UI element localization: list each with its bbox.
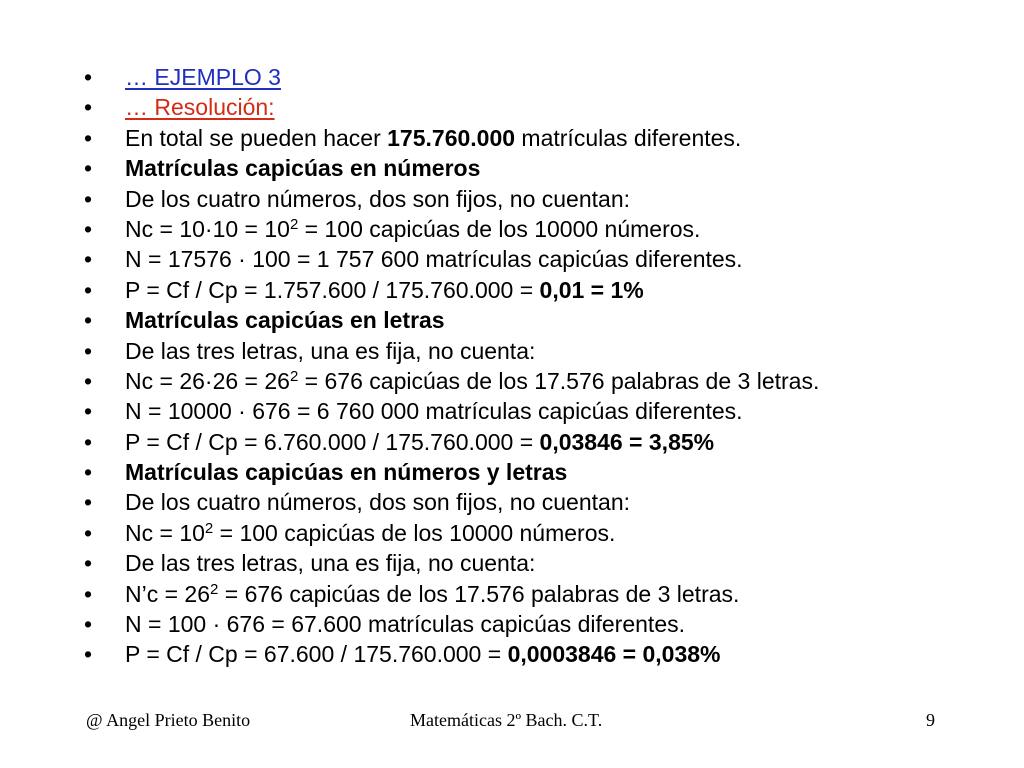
text-segment: matrículas diferentes.: [515, 124, 742, 151]
text-segment: P = Cf / Cp = 67.600 / 175.760.000 =: [125, 641, 508, 668]
text-segment: P = Cf / Cp = 6.760.000 / 175.760.000 =: [125, 428, 540, 455]
bullet-dot-icon: •: [84, 155, 93, 182]
bullet-dot-icon: •: [84, 550, 93, 577]
bullet-text: [125, 366, 819, 396]
bullet-dot-icon: •: [84, 94, 93, 121]
bullet-text: [125, 518, 615, 548]
bullet-dot-icon: •: [84, 611, 93, 638]
text-segment: De las tres letras, una es fija, no cuenta:: [125, 550, 536, 577]
text-segment: 175.760.000: [387, 124, 516, 151]
text-segment: P = Cf / Cp = 1.757.600 / 175.760.000 =: [125, 276, 540, 303]
text-segment: = 676 capicúas de los 17.576 palabras de 3 letras.: [218, 580, 740, 607]
bullet-text: [125, 396, 743, 426]
bullet-dot-icon: •: [84, 276, 93, 303]
text-segment: = 676 capicúas de los 17.576 palabras de 3 letras.: [298, 367, 820, 394]
text-segment: 0,0003846 = 0,038%: [507, 641, 721, 668]
text-segment: Nc = 26·26 = 26: [125, 367, 290, 394]
text-segment: 0,01 = 1%: [539, 276, 644, 303]
bullet-dot-icon: •: [84, 489, 93, 516]
bullet-text: [125, 609, 685, 639]
superscript: 2: [289, 368, 299, 386]
text-segment: Matrículas capicúas en letras: [125, 307, 445, 334]
bullet-text: [125, 275, 644, 305]
bullet-dot-icon: •: [84, 580, 93, 607]
superscript: 2: [210, 580, 219, 598]
text-segment: N = 100 · 676 = 67.600 matrículas capicúas diferentes.: [125, 611, 685, 638]
bullet-text: [125, 244, 743, 274]
bullet-dot-icon: •: [84, 215, 93, 242]
bullet-dot-icon: •: [84, 337, 93, 364]
text-segment: = 100 capicúas de los 10000 números.: [213, 519, 616, 546]
text-segment: … EJEMPLO 3: [125, 64, 281, 90]
bullet-text: [125, 487, 630, 517]
bullet-text: [125, 457, 567, 487]
bullet-text: [125, 548, 535, 578]
bullet-dot-icon: •: [84, 367, 93, 394]
text-segment: N = 10000 · 676 = 6 760 000 matrículas capicúas diferentes.: [125, 398, 743, 425]
footer-course: Matemáticas 2º Bach. C.T.: [410, 710, 603, 730]
bullet-text: [125, 184, 630, 214]
bullet-dot-icon: •: [84, 64, 93, 90]
text-segment: De los cuatro números, dos son fijos, no cuentan:: [125, 185, 631, 212]
footer-page-number: 9: [926, 710, 935, 730]
bullet-text: [125, 639, 721, 669]
text-segment: Matrículas capicúas en números: [125, 155, 481, 182]
bullet-text: [125, 214, 700, 244]
text-segment: En total se pueden hacer: [125, 124, 388, 151]
bullet-dot-icon: •: [84, 246, 93, 273]
bullet-dot-icon: •: [84, 459, 93, 486]
bullet-text: [125, 62, 281, 92]
text-segment: 0,03846 = 3,85%: [539, 428, 715, 455]
footer-author: @ Angel Prieto Benito: [86, 710, 251, 730]
text-segment: N = 17576 · 100 = 1 757 600 matrículas capicúas diferentes.: [125, 246, 743, 273]
bullet-text: [125, 92, 275, 122]
bullet-dot-icon: •: [84, 641, 93, 668]
text-segment: Matrículas capicúas en números y letras: [125, 459, 568, 486]
bullet-dot-icon: •: [84, 307, 93, 334]
bullet-text: [125, 427, 714, 457]
bullet-text: [125, 579, 739, 609]
text-segment: N’c = 26: [125, 580, 211, 607]
superscript: 2: [289, 216, 299, 234]
bullet-dot-icon: •: [84, 428, 93, 455]
text-segment: Nc = 10·10 = 10: [125, 215, 290, 242]
text-segment: De los cuatro números, dos son fijos, no cuentan:: [125, 489, 631, 516]
bullet-dot-icon: •: [84, 398, 93, 425]
bullet-text: [125, 123, 741, 153]
bullet-dot-icon: •: [84, 185, 93, 212]
text-segment: Nc = 10: [125, 519, 205, 546]
bullet-text: [125, 305, 445, 335]
text-segment: … Resolución:: [125, 94, 275, 121]
bullet-text: [125, 153, 480, 183]
bullet-dot-icon: •: [84, 124, 93, 151]
superscript: 2: [204, 520, 214, 538]
text-segment: = 100 capicúas de los 10000 números.: [298, 215, 701, 242]
bullet-dot-icon: •: [84, 519, 93, 546]
bullet-text: [125, 336, 535, 366]
text-segment: De las tres letras, una es fija, no cuenta:: [125, 337, 536, 364]
